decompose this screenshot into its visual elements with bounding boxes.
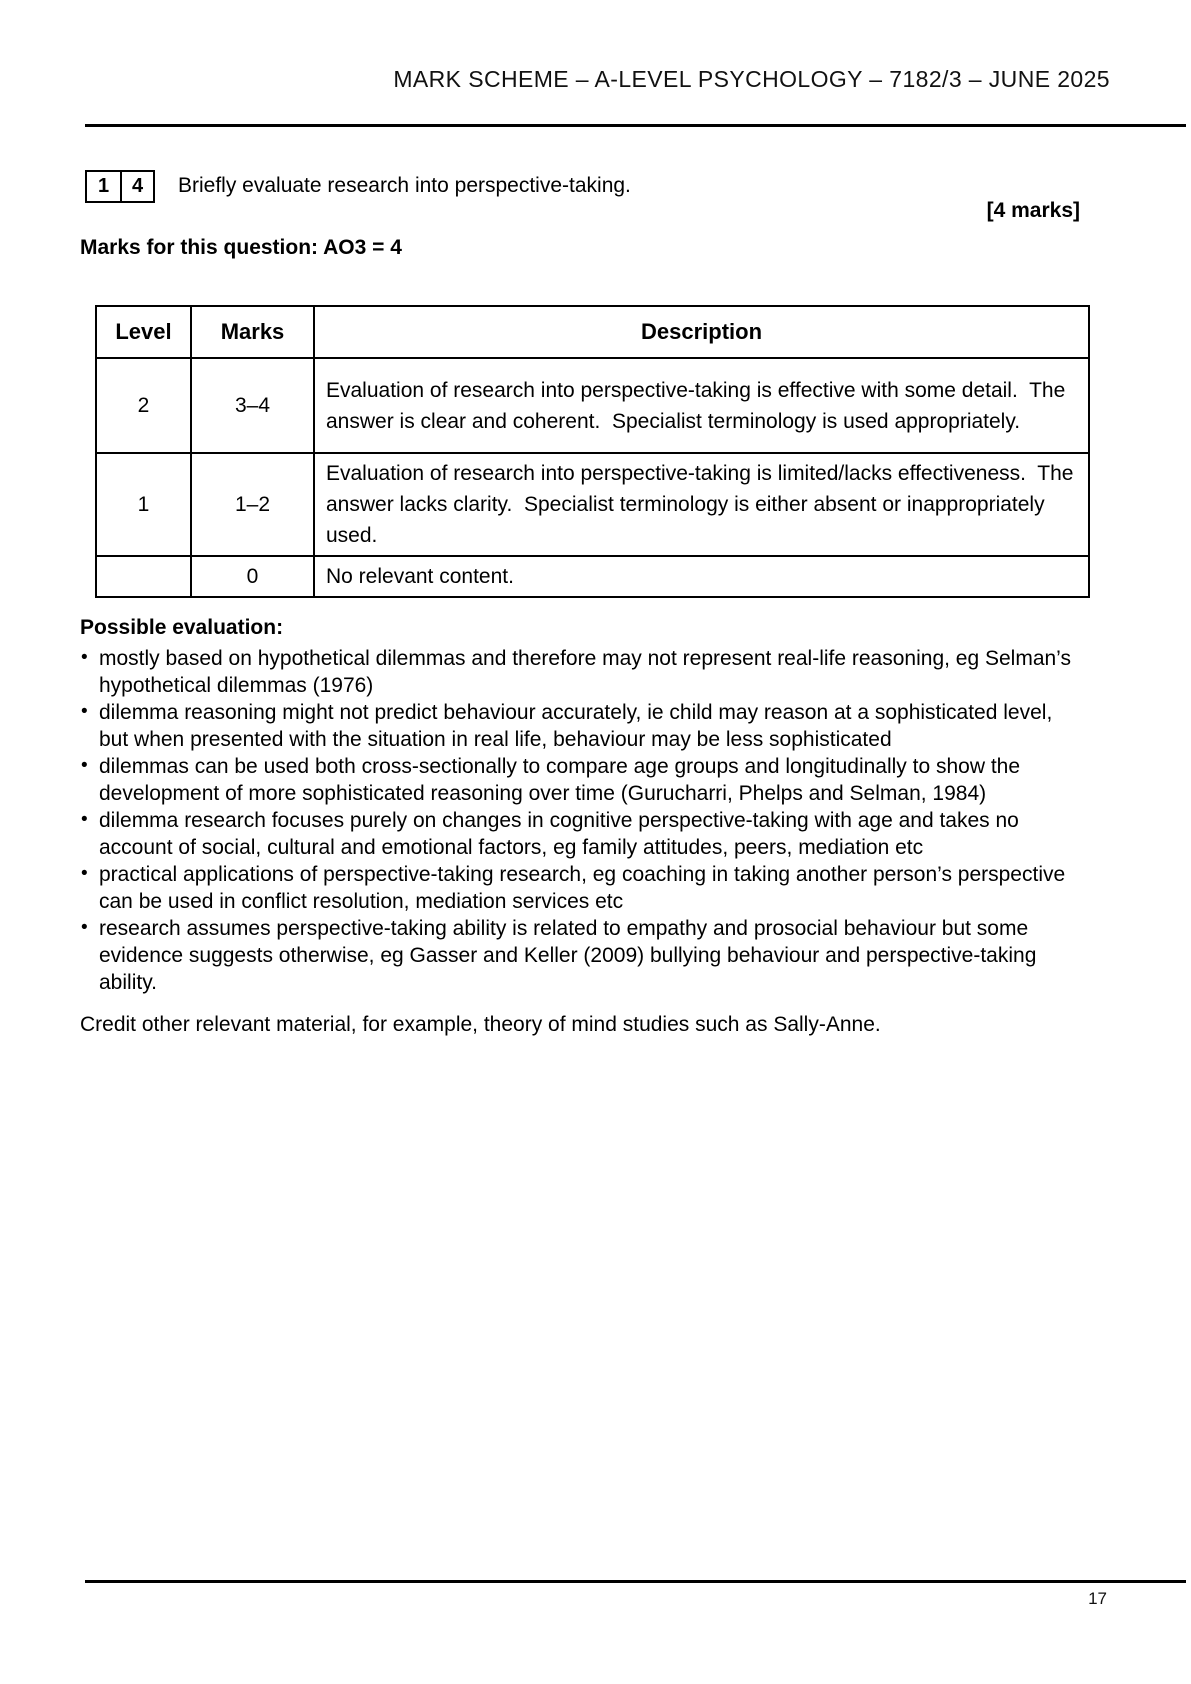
bullet-marker-icon: •: [81, 917, 88, 938]
level-cell: 1: [96, 453, 191, 556]
bullet-text: mostly based on hypothetical dilemmas and therefore may not represent real-life reasoning, eg Selman’s hypothetical dilemmas (1976): [99, 647, 1077, 697]
marks-cell: 1–2: [191, 453, 314, 556]
footer-divider-rule: [85, 1580, 1186, 1583]
bullet-marker-icon: •: [81, 809, 88, 830]
bullet-marker-icon: •: [81, 863, 88, 884]
marks-cell: 3–4: [191, 358, 314, 453]
assessment-objective-line: Marks for this question: AO3 = 4: [80, 236, 402, 259]
column-header-level: Level: [96, 306, 191, 358]
bullet-marker-icon: •: [81, 701, 88, 722]
description-cell: Evaluation of research into perspective-taking is effective with some detail. The answer is clear and coherent. Specialist terminology is used appropriately.: [314, 358, 1089, 453]
column-header-description: Description: [314, 306, 1089, 358]
credit-note: Credit other relevant material, for example, theory of mind studies such as Sally-Anne.: [80, 1013, 881, 1036]
level-cell: [96, 556, 191, 597]
bullet-text: dilemmas can be used both cross-sectionally to compare age groups and longitudinally to show the development of more sophisticated reasoning over time (Gurucharri, Phelps and Selman, 1984): [99, 755, 1026, 805]
bullet-text: practical applications of perspective-taking research, eg coaching in taking another person’s perspective can be used in conflict resolution, mediation services etc: [99, 863, 1072, 913]
question-number-digit: 4: [120, 172, 153, 201]
table-row: [96, 358, 1089, 453]
bullet-text: dilemma research focuses purely on changes in cognitive perspective-taking with age and takes no account of social, cultural and emotional factors, eg family attitudes, peers, mediation etc: [99, 809, 1025, 859]
table-header-row: [96, 306, 1089, 358]
page-number: 17: [1088, 1589, 1107, 1608]
list-item: [79, 915, 1084, 996]
possible-evaluation-heading: Possible evaluation:: [80, 616, 284, 639]
description-cell: Evaluation of research into perspective-taking is limited/lacks effectiveness. The answer lacks clarity. Specialist terminology is either absent or inappropriately used.: [314, 453, 1089, 556]
column-header-marks: Marks: [191, 306, 314, 358]
question-number-box: [85, 170, 155, 203]
list-item: [79, 807, 1084, 861]
table-row: [96, 453, 1089, 556]
bullet-text: dilemma reasoning might not predict behaviour accurately, ie child may reason at a sophisticated level, but when presented with the situation in real life, behaviour may be less sophisticated: [99, 701, 1059, 751]
question-number-digit: 1: [97, 175, 110, 197]
table-row: [96, 556, 1089, 597]
list-item: [79, 753, 1084, 807]
list-item: [79, 699, 1084, 753]
document-header-title: MARK SCHEME – A-LEVEL PSYCHOLOGY – 7182/3 – JUNE 2025: [393, 66, 1110, 92]
marks-allocation-label: [4 marks]: [986, 199, 1080, 222]
marks-cell: 0: [191, 556, 314, 597]
possible-evaluation-list: [79, 645, 1084, 996]
list-item: [79, 645, 1084, 699]
bullet-marker-icon: •: [81, 755, 88, 776]
level-descriptor-table: [95, 305, 1090, 598]
level-cell: 2: [96, 358, 191, 453]
description-cell: No relevant content.: [314, 556, 1089, 597]
list-item: [79, 861, 1084, 915]
question-text: Briefly evaluate research into perspective-taking.: [178, 174, 631, 197]
bullet-text: research assumes perspective-taking ability is related to empathy and prosocial behaviour but some evidence suggests otherwise, eg Gasser and Keller (2009) bullying behaviour and perspective-taking ability.: [99, 917, 1043, 994]
bullet-marker-icon: •: [81, 647, 88, 668]
header-divider-rule: [85, 124, 1186, 127]
